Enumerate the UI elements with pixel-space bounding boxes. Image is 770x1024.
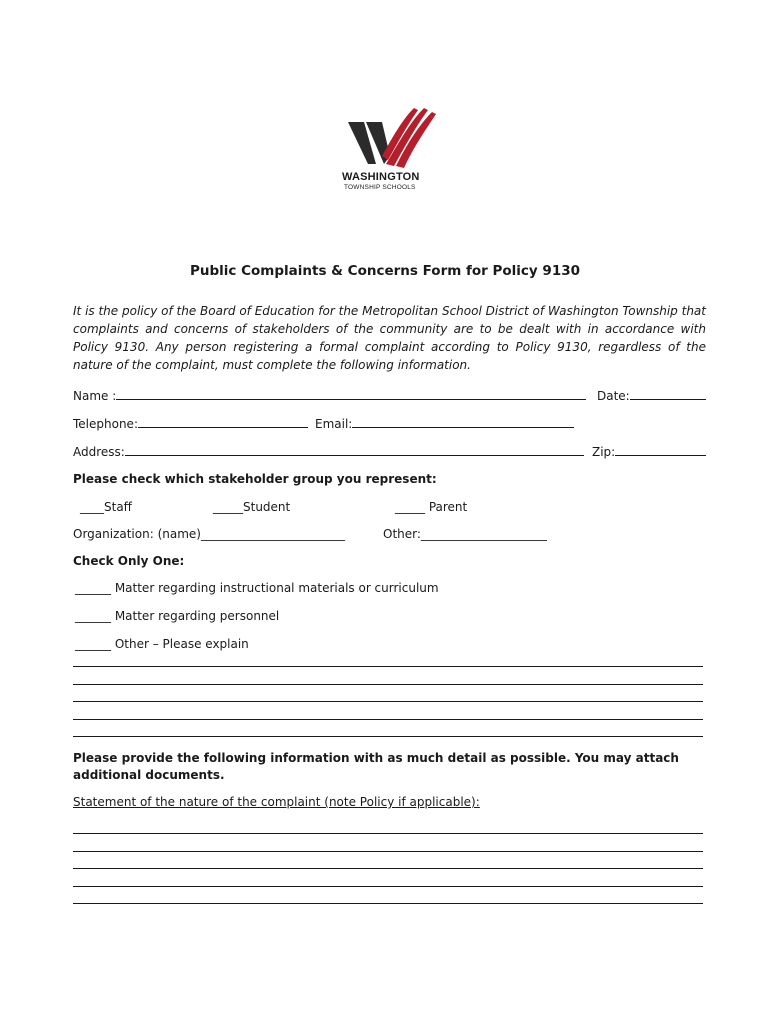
logo-name: WASHINGTON <box>342 171 420 183</box>
student-option[interactable]: _____Student <box>213 500 291 514</box>
date-label: Date: <box>597 389 630 403</box>
telephone-label: Telephone: <box>73 417 138 431</box>
stakeholder-heading: Please check which stakeholder group you represent: <box>73 472 437 486</box>
organization-field[interactable]: Organization: (name)________________________ <box>73 527 345 541</box>
email-field[interactable] <box>352 417 574 428</box>
statement-line[interactable] <box>73 903 703 904</box>
date-row <box>597 389 706 403</box>
logo-subtitle: TOWNSHIP SCHOOLS <box>344 184 416 191</box>
statement-line[interactable] <box>73 868 703 869</box>
detail-instruction: Please provide the following information with as much detail as possible. You may attach additional documents. <box>73 751 679 782</box>
telephone-field[interactable] <box>138 417 308 428</box>
zip-field[interactable] <box>615 445 706 456</box>
statement-line[interactable] <box>73 851 703 852</box>
email-label: Email: <box>315 417 353 431</box>
option-instructional-materials[interactable]: ______ Matter regarding instructional materials or curriculum <box>75 581 439 595</box>
zip-row <box>592 445 706 459</box>
zip-label: Zip: <box>592 445 616 459</box>
statement-line[interactable] <box>73 833 703 834</box>
washington-w-logo-icon <box>346 104 438 170</box>
name-row <box>73 389 586 403</box>
explain-line[interactable] <box>73 719 703 720</box>
address-label: Address: <box>73 445 125 459</box>
address-field[interactable] <box>125 445 584 456</box>
telephone-row <box>73 417 308 431</box>
option-other[interactable]: ______ Other – Please explain <box>75 637 249 651</box>
staff-option[interactable]: ____Staff <box>80 500 132 514</box>
statement-label: Statement of the nature of the complaint (note Policy if applicable): <box>73 795 480 809</box>
email-row <box>315 417 574 431</box>
other-field[interactable]: Other:_____________________ <box>383 527 547 541</box>
address-row <box>73 445 584 459</box>
explain-line[interactable] <box>73 736 703 737</box>
form-title: Public Complaints & Concerns Form for Policy 9130 <box>189 263 580 279</box>
date-field[interactable] <box>630 389 706 400</box>
district-logo <box>342 104 442 196</box>
explain-line[interactable] <box>73 666 703 667</box>
statement-line[interactable] <box>73 886 703 887</box>
explain-line[interactable] <box>73 684 703 685</box>
name-field[interactable] <box>116 389 586 400</box>
parent-option[interactable]: _____ Parent <box>395 500 468 514</box>
name-label: Name : <box>73 389 117 403</box>
option-personnel[interactable]: ______ Matter regarding personnel <box>75 609 280 623</box>
check-one-heading: Check Only One: <box>73 554 185 568</box>
explain-line[interactable] <box>73 701 703 702</box>
policy-intro: It is the policy of the Board of Education for the Metropolitan School District of Washington Township that complaints and concerns of stakeholders of the community are to be dealt with in accordance with Policy 9130. Any person registering a formal complaint according to Policy 9130, regardless of the nature of the complaint, must complete the following information. <box>73 304 706 372</box>
